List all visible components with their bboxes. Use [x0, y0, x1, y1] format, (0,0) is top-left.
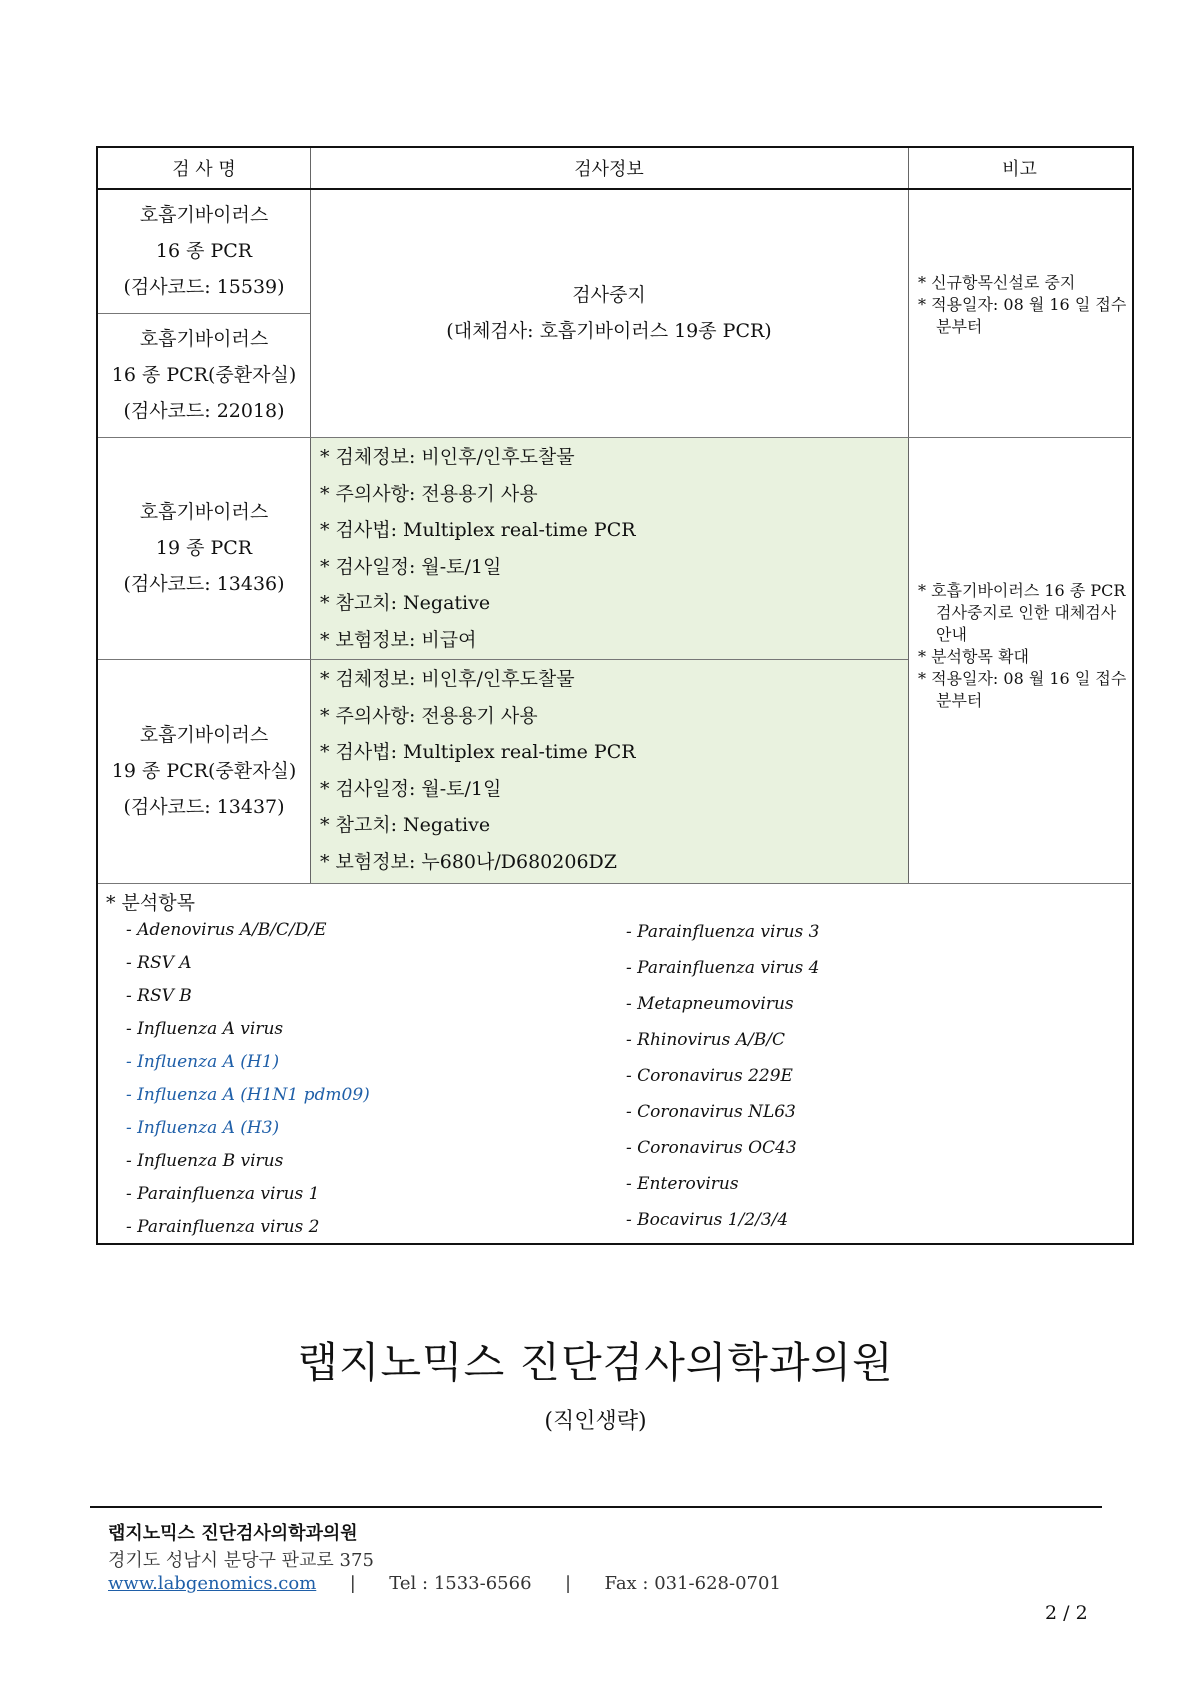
test-name-line: 호흡기바이러스	[139, 203, 269, 226]
analysis-item: - Influenza A (H1)	[126, 1052, 280, 1072]
test-name-19	[98, 437, 310, 659]
test-name-line: 호흡기바이러스	[139, 328, 269, 350]
test-name-16	[98, 188, 310, 313]
footer-tel: Tel : 1533-6566	[389, 1573, 532, 1594]
schedule-info: * 검사일정: 월-토/1일	[320, 777, 502, 800]
analysis-item: - Influenza A (H1N1 pdm09)	[126, 1085, 370, 1105]
website-link[interactable]: www.labgenomics.com	[108, 1573, 317, 1594]
analysis-item: - Parainfluenza virus 1	[126, 1184, 320, 1204]
header-test-name: 검 사 명	[172, 159, 236, 180]
test-info-19	[320, 439, 900, 658]
test-name-19-icu	[98, 659, 310, 883]
test-info-19-icu	[320, 661, 900, 880]
footer-org: 랩지노믹스 진단검사의학과의원	[108, 1523, 358, 1544]
footer-contact	[108, 1573, 781, 1594]
separator: |	[349, 1573, 356, 1594]
col-divider-2	[908, 148, 909, 883]
analysis-item: - Influenza A virus	[126, 1019, 284, 1039]
replacement-test: (대체검사: 호흡기바이러스 19종 PCR)	[446, 319, 772, 342]
analysis-item: - Coronavirus NL63	[626, 1102, 796, 1122]
note-item: * 적용일자: 08 월 16 일 접수분부터	[918, 669, 1127, 710]
discontinued-label: 검사중지	[572, 283, 646, 306]
test-name-line: 호흡기바이러스	[139, 724, 269, 746]
test-code: (검사코드: 22018)	[123, 400, 285, 422]
test-name-16-icu	[98, 313, 310, 437]
test-name-line: 19 종 PCR	[155, 537, 253, 559]
test-name-line: 16 종 PCR	[155, 239, 253, 262]
analysis-list-right	[626, 914, 819, 1238]
reference-info: * 참고치: Negative	[320, 814, 491, 836]
insurance-info: * 보험정보: 비급여	[320, 628, 477, 651]
note-item: * 호흡기바이러스 16 종 PCR 검사중지로 인한 대체검사 안내	[918, 581, 1126, 644]
footer-fax: Fax : 031-628-0701	[604, 1573, 781, 1594]
footer-address: 경기도 성남시 분당구 판교로 375	[108, 1550, 374, 1571]
test-name-line: 호흡기바이러스	[139, 501, 269, 523]
note-discontinued	[918, 272, 1130, 338]
analysis-item: - Influenza B virus	[126, 1151, 284, 1171]
test-name-line: 19 종 PCR(중환자실)	[111, 760, 297, 782]
analysis-item: - Coronavirus 229E	[626, 1066, 793, 1086]
test-code: (검사코드: 13437)	[123, 796, 285, 818]
test-name-line: 16 종 PCR(중환자실)	[111, 364, 297, 386]
test-code: (검사코드: 13436)	[123, 573, 285, 595]
analysis-item: - Bocavirus 1/2/3/4	[626, 1210, 789, 1230]
analysis-item: - RSV A	[126, 953, 192, 973]
analysis-item: - Adenovirus A/B/C/D/E	[126, 920, 327, 940]
method-info: * 검사법: Multiplex real-time PCR	[320, 741, 636, 763]
analysis-item: - Metapneumovirus	[626, 994, 794, 1014]
insurance-info: * 보험정보: 누680나/D680206DZ	[320, 850, 617, 873]
analysis-item: - Rhinovirus A/B/C	[626, 1030, 785, 1050]
header-test-info: 검사정보	[574, 159, 644, 180]
test-info-table	[96, 146, 1134, 1245]
reference-info: * 참고치: Negative	[320, 592, 491, 614]
analysis-item: - Enterovirus	[626, 1174, 739, 1194]
analysis-item: - Coronavirus OC43	[626, 1138, 797, 1158]
schedule-info: * 검사일정: 월-토/1일	[320, 555, 502, 578]
footer-divider	[90, 1506, 1102, 1508]
seal-omitted: (직인생략)	[544, 1409, 647, 1434]
separator: |	[565, 1573, 572, 1594]
precaution-info: * 주의사항: 전용용기 사용	[320, 704, 538, 727]
analysis-title: * 분석항목	[106, 892, 195, 914]
test-code: (검사코드: 15539)	[123, 275, 285, 298]
analysis-item: - Parainfluenza virus 2	[126, 1217, 320, 1237]
method-info: * 검사법: Multiplex real-time PCR	[320, 519, 636, 541]
header-note: 비고	[1002, 159, 1037, 180]
note-19	[918, 580, 1130, 712]
analysis-item: - Parainfluenza virus 3	[626, 922, 820, 942]
specimen-info: * 검체정보: 비인후/인후도찰물	[320, 668, 575, 690]
page-number: 2 / 2	[1045, 1602, 1088, 1624]
row-divider-d	[98, 883, 1131, 884]
specimen-info: * 검체정보: 비인후/인후도찰물	[320, 446, 575, 468]
note-item: * 분석항목 확대	[918, 647, 1029, 666]
analysis-item: - Parainfluenza virus 4	[626, 958, 820, 978]
note-item: * 신규항목신설로 중지	[918, 273, 1076, 292]
note-item: * 적용일자: 08 월 16 일 접수분부터	[918, 295, 1127, 336]
discontinued-info	[310, 188, 908, 437]
precaution-info: * 주의사항: 전용용기 사용	[320, 482, 538, 505]
organization-name: 랩지노믹스 진단검사의학과의원	[297, 1338, 894, 1387]
analysis-item: - Influenza A (H3)	[126, 1118, 280, 1138]
analysis-item: - RSV B	[126, 986, 192, 1006]
analysis-list-left	[126, 914, 370, 1244]
